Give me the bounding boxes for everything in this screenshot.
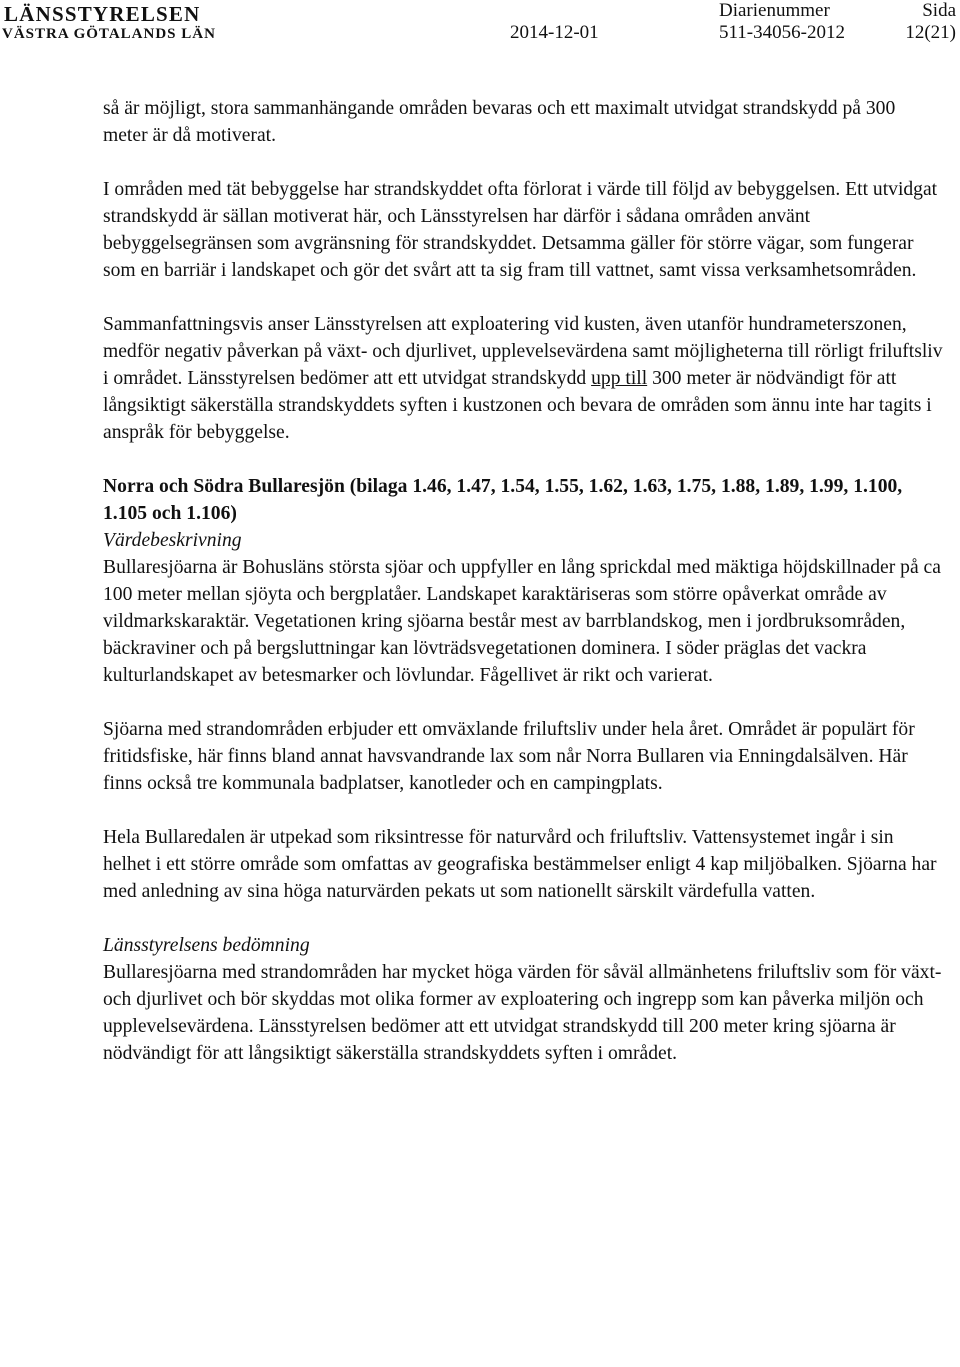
logo-name: LÄNSSTYRELSEN <box>4 2 201 26</box>
paragraph-7: Bullaresjöarna med strandområden har mycket höga värden för såväl allmänhetens friluftsliv som för växt- och djurlivet och bör skyddas mot olika former av exploatering och ingrepp som kan påverka miljön och upplevelsevärdena. Länsstyrelsen bedömer att ett utvidgat strandskydd till 200 meter kring sjöarna är nödvändigt för att långsiktigt säkerställa strandskyddets syften i området. <box>103 962 942 1064</box>
header-dnr: 511-34056-2012 <box>719 22 845 43</box>
paragraph-4: Bullaresjöarna är Bohusläns största sjöar och uppfyller en lång sprickdal med mäktiga höjdskillnader på ca 100 meter mellan sjöyta och bergplatåer. Landskapet karaktäriseras som större opåverkat område av vildmarkskaraktär. Vegetationen kring sjöarna består mest av barrblandskog, men i jordbruksområden, bäckraviner och på bergsluttningar kan lövträdsvegetationen dominera. I söder präglas det vackra kulturlandskapet av betesmarker och lövlundar. Fågellivet är rikt och varierat. <box>103 557 941 686</box>
paragraph-2: I områden med tät bebyggelse har strandskyddet ofta förlorat i värde till följd av bebyggelsen. Ett utvidgat strandskydd är sällan motiverat här, och Länsstyrelsen har därför i sådana områden använt bebyggelsegränsen som avgränsning för strandskyddet. Detsamma gäller för större vägar, som fungerar som en barriär i landskapet och gör det svårt att ta sig fram till vattnet, samt vissa verksamhetsområden. <box>103 179 938 281</box>
paragraph-6: Hela Bullaredalen är utpekad som riksintresse för naturvård och friluftsliv. Vattensystemet ingår i sin helhet i ett större område som omfattas av geografiska bestämmelser enligt 4 kap miljöbalken. Sjöarna har med anledning av sina höga naturvärden pekats ut som nationellt särskilt värdefulla vatten. <box>103 827 937 902</box>
header-page-label: Sida <box>922 0 956 21</box>
header-dnr-label: Diarienummer <box>719 0 830 21</box>
document-body <box>103 95 943 1067</box>
paragraph-1: så är möjligt, stora sammanhängande områden bevaras och ett maximalt utvidgat strandskydd på 300 meter är då motiverat. <box>103 98 896 146</box>
paragraph-3-part-a: Sammanfattningsvis anser Länsstyrelsen att exploatering vid kusten, även utanför hundrameterszonen, medför negativ påverkan på växt- och djurlivet, upplevelsevärdena samt möjligheterna till rörligt friluftsliv i området. Länsstyrelsen bedömer att ett utvidgat strandskydd <box>103 314 943 389</box>
logo-region: VÄSTRA GÖTALANDS LÄN <box>2 26 216 42</box>
paragraph-3-part-b: 300 meter är nödvändigt för att långsiktigt säkerställa strandskyddets syften i kustzonen och bevara de områden som ännu inte har tagits i anspråk för bebyggelse. <box>103 368 932 443</box>
section-heading: Norra och Södra Bullaresjön (bilaga 1.46, 1.47, 1.54, 1.55, 1.62, 1.63, 1.75, 1.88, 1.89, 1.99, 1.100, 1.105 och 1.106) <box>103 476 903 524</box>
subheading-bedomning: Länsstyrelsens bedömning <box>103 935 310 956</box>
paragraph-3 <box>103 311 943 446</box>
paragraph-5: Sjöarna med strandområden erbjuder ett omväxlande friluftsliv under hela året. Området är populärt för fritidsfiske, här finns bland annat havsvandrande lax som når Norra Bullaren via Enningdalsälven. Här finns också tre kommunala badplatser, kanotleder och en campingplats. <box>103 719 915 794</box>
underlined-phrase: upp till <box>591 368 648 389</box>
header-date: 2014-12-01 <box>510 22 599 43</box>
subheading-vardebeskrivning: Värdebeskrivning <box>103 530 242 551</box>
header-page-number: 12(21) <box>905 22 956 43</box>
